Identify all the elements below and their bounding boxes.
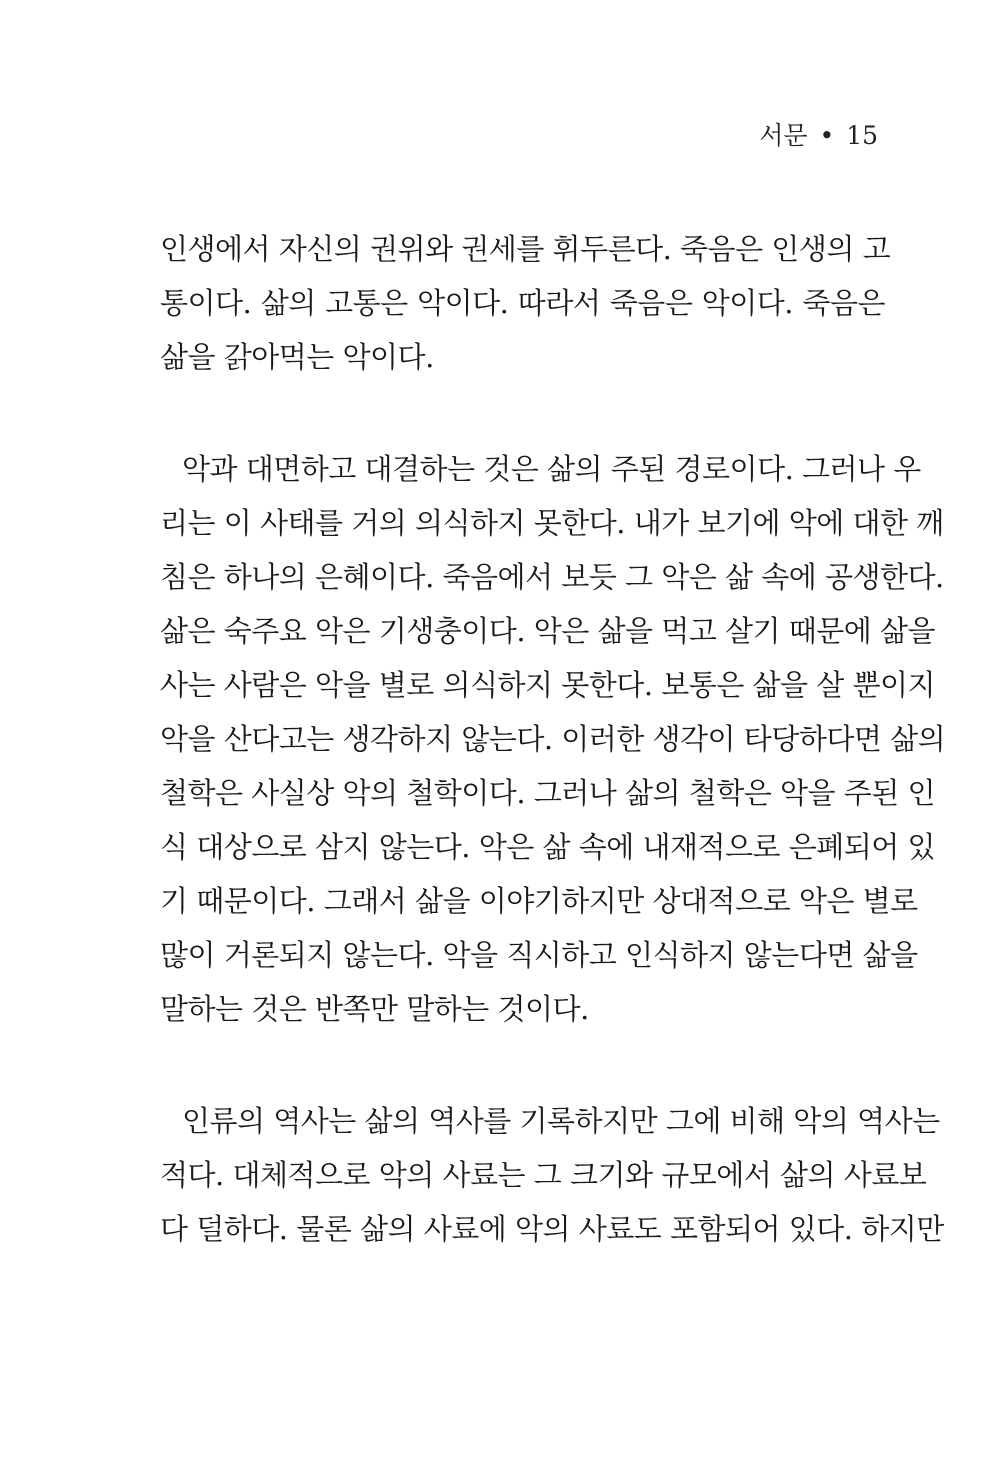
- separator-dot: •: [819, 121, 835, 150]
- body-text: [160, 222, 946, 1314]
- text-line: 기 때문이다. 그래서 삶을 이야기하지만 상대적으로 악은 별로: [160, 884, 918, 918]
- text-line: 통이다. 삶의 고통은 악이다. 따라서 죽음은 악이다. 죽음은: [160, 286, 885, 320]
- text-line: 악을 산다고는 생각하지 않는다. 이러한 생각이 타당하다면 삶의: [160, 722, 946, 756]
- text-line: 인류의 역사는 삶의 역사를 기록하지만 그에 비해 악의 역사는: [182, 1104, 940, 1138]
- text-line: 적다. 대체적으로 악의 사료는 그 크기와 규모에서 삶의 사료보: [160, 1158, 927, 1192]
- text-line: 인생에서 자신의 권위와 권세를 휘두른다. 죽음은 인생의 고: [160, 232, 891, 266]
- text-line: 리는 이 사태를 거의 의식하지 못한다. 내가 보기에 악에 대한 깨: [160, 506, 944, 540]
- page-number: 15: [846, 121, 878, 150]
- paragraph-1: [160, 222, 891, 384]
- text-line: 식 대상으로 삼지 않는다. 악은 삶 속에 내재적으로 은폐되어 있: [160, 830, 936, 864]
- text-line: 철학은 사실상 악의 철학이다. 그러나 삶의 철학은 악을 주된 인: [160, 776, 936, 810]
- text-line: 사는 사람은 악을 별로 의식하지 못한다. 보통은 삶을 살 뿐이지: [160, 668, 936, 702]
- text-line: 악과 대면하고 대결하는 것은 삶의 주된 경로이다. 그러나 우: [182, 452, 921, 486]
- text-line: 삶을 갉아먹는 악이다.: [160, 340, 434, 374]
- text-line: 많이 거론되지 않는다. 악을 직시하고 인식하지 않는다면 삶을: [160, 938, 918, 972]
- text-line: 침은 하나의 은혜이다. 죽음에서 보듯 그 악은 삶 속에 공생한다.: [160, 560, 944, 594]
- text-line: 삶은 숙주요 악은 기생충이다. 악은 삶을 먹고 살기 때문에 삶을: [160, 614, 936, 648]
- text-line: 다 덜하다. 물론 삶의 사료에 악의 사료도 포함되어 있다. 하지만: [160, 1212, 944, 1246]
- paragraph-3: [160, 1094, 944, 1256]
- running-head: [759, 118, 878, 154]
- section-title: 서문: [759, 121, 808, 150]
- paragraph-2: [160, 442, 946, 1036]
- text-line: 말하는 것은 반쪽만 말하는 것이다.: [160, 992, 589, 1026]
